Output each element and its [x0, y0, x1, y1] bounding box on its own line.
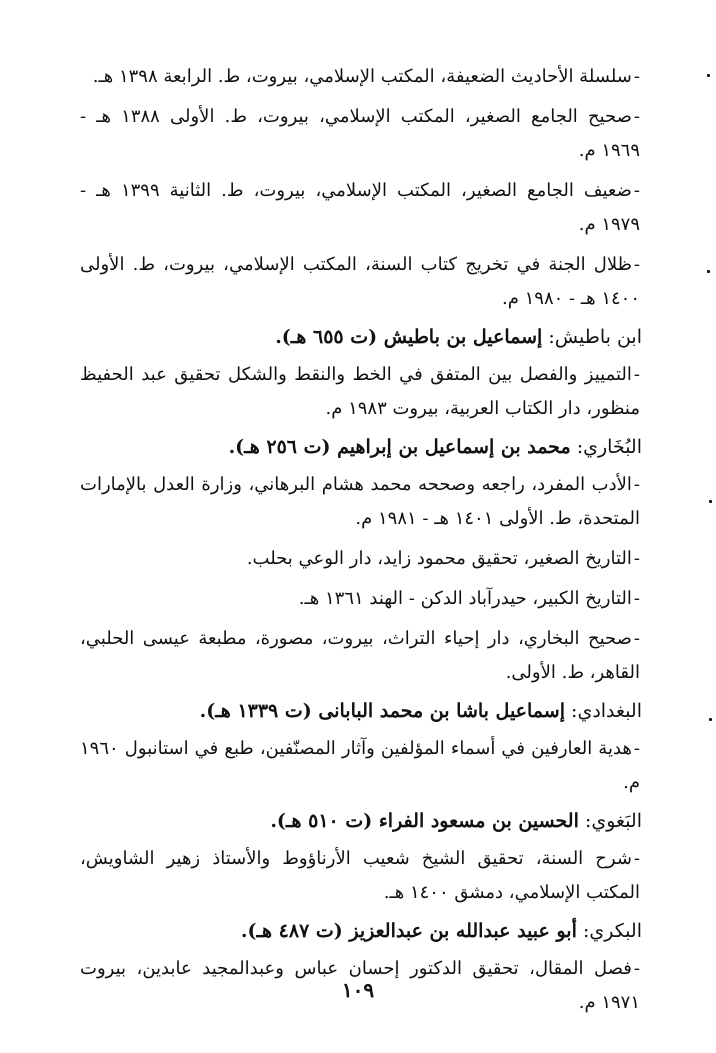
bibliography — [80, 60, 642, 1026]
bibliography-entry: -صحيح الجامع الصغير، المكتب الإسلامي، بيروت، ط. الأولى ١٣٨٨ هـ - ١٩٦٩ م. — [80, 106, 641, 161]
entry-dash: - — [633, 254, 640, 275]
entry-dash: - — [633, 628, 640, 649]
entry-dash: - — [633, 474, 640, 495]
author-label: البغدادي: — [571, 700, 642, 722]
bibliography-entry: -التاريخ الكبير، حيدرآباد الدكن - الهند ١٣٦١ هـ. — [298, 588, 640, 609]
entry-dash: - — [633, 548, 640, 569]
bibliography-entry: -التاريخ الصغير، تحقيق محمود زايد، دار الوعي بحلب. — [246, 548, 640, 569]
scan-speck — [707, 270, 710, 273]
author-heading — [80, 432, 642, 462]
entry-dash: - — [633, 848, 640, 869]
entry-dash: - — [633, 738, 640, 759]
author-heading — [80, 916, 642, 946]
bibliography-entry: -هدية العارفين في أسماء المؤلفين وآثار المصنّفين، طبع في استانبول ١٩٦٠ م. — [80, 738, 640, 793]
entry-dash: - — [633, 106, 641, 127]
scan-speck — [709, 718, 712, 721]
author-label: البَغوي: — [584, 810, 642, 832]
author-name: أبو عبيد عبدالله بن عبدالعزيز (ت ٤٨٧ هـ). — [240, 920, 577, 942]
author-label: البكري: — [582, 920, 642, 942]
author-label: البُخَاري: — [576, 436, 642, 458]
author-name: إسماعيل بن باطيش (ت ٦٥٥ هـ). — [275, 326, 543, 348]
author-heading — [80, 322, 642, 352]
entry-dash: - — [633, 66, 640, 87]
bibliography-entry: -سلسلة الأحاديث الضعيفة، المكتب الإسلامي، بيروت، ط. الرابعة ١٣٩٨ هـ. — [92, 66, 640, 87]
bibliography-entry: -شرح السنة، تحقيق الشيخ شعيب الأرناؤوط والأستاذ زهير الشاويش، المكتب الإسلامي، دمشق ١٤٠٠ هـ. — [80, 848, 640, 903]
author-label: ابن باطيش: — [548, 326, 642, 348]
scan-speck — [707, 74, 710, 77]
author-name: إسماعيل باشا بن محمد البابانى (ت ١٣٣٩ هـ). — [199, 700, 565, 722]
bibliography-entry: -ظلال الجنة في تخريج كتاب السنة، المكتب الإسلامي، بيروت، ط. الأولى ١٤٠٠ هـ - ١٩٨٠ م. — [80, 254, 640, 309]
bibliography-entry: -صحيح البخاري، دار إحياء التراث، بيروت، مصورة، مطبعة عيسى الحلبي، القاهر، ط. الأولى. — [80, 628, 640, 683]
author-heading — [80, 806, 642, 836]
bibliography-entry: -الأدب المفرد، راجعه وصححه محمد هشام البرهاني، وزارة العدل بالإمارات المتحدة، ط. الأولى ١٤٠١ هـ - ١٩٨١ م. — [80, 474, 640, 529]
entry-dash: - — [633, 958, 640, 979]
bibliography-entry: -ضعيف الجامع الصغير، المكتب الإسلامي، بيروت، ط. الثانية ١٣٩٩ هـ - ١٩٧٩ م. — [80, 180, 640, 235]
bibliography-entry: -فصل المقال، تحقيق الدكتور إحسان عباس وعبدالمجيد عابدين، بيروت ١٩٧١ م. — [80, 958, 640, 1013]
author-name: الحسين بن مسعود الفراء (ت ٥١٠ هـ). — [270, 810, 579, 832]
scan-speck — [709, 500, 712, 503]
page-number: ١٠٩ — [341, 978, 375, 1002]
author-heading — [80, 696, 642, 726]
entry-dash: - — [633, 364, 640, 385]
entry-dash: - — [633, 180, 640, 201]
author-name: محمد بن إسماعيل بن إبراهيم (ت ٢٥٦ هـ). — [228, 436, 571, 458]
entry-dash: - — [633, 588, 640, 609]
bibliography-entry: -التمييز والفصل بين المتفق في الخط والنقط والشكل تحقيق عبد الحفيظ منظور، دار الكتاب العربية، بيروت ١٩٨٣ م. — [80, 364, 640, 419]
